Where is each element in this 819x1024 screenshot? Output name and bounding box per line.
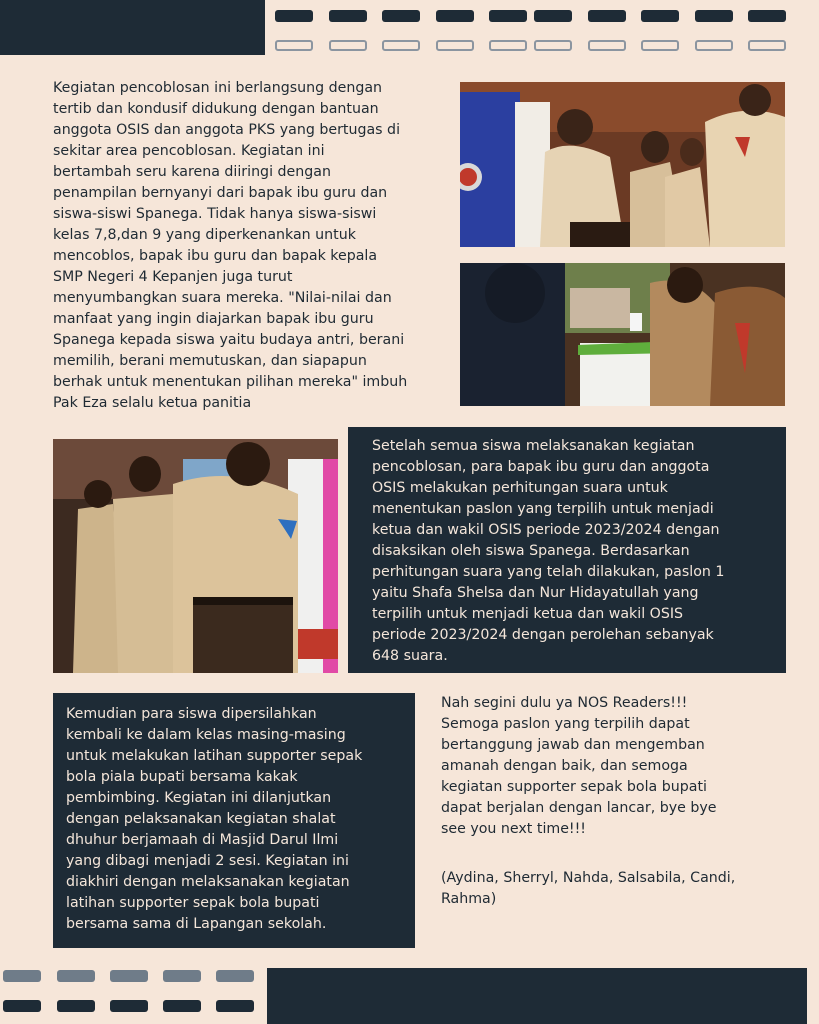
author-credits: (Aydina, Sherryl, Nahda, Salsabila, Candi, Rahma) [441,870,736,907]
header-dark-block [0,0,265,55]
decor-pill [588,10,626,22]
decor-pill-outline [695,40,733,51]
decor-pill [748,10,786,22]
article-paragraph-1: Kegiatan pencoblosan ini berlangsung dengan tertib dan kondusif didukung dengan bantuan anggota OSIS dan anggota PKS yang bertugas di sekitar area pencoblosan. Kegiatan ini bertambah seru karena diiringi dengan penampilan bernyanyi dari bapak ibu guru dan siswa-siswi Spanega. Tidak hanya siswa-siswi kelas 7,8,dan 9 yang diperkenankan untuk mencoblos, bapak ibu guru dan bapak kepala SMP Negeri 4 Kepanjen juga turut menyumbangkan suara mereka. "Nilai-nilai dan manfaat yang ingin diajarkan bapak ibu guru Spanega kepada siswa yaitu budaya antri, berani memilih, berani memutuskan, dan siapapun berhak untuk menentukan pilihan mereka" imbuh Pak Eza selalu ketua panitia [53,80,408,411]
article-paragraph-2: Setelah semua siswa melaksanakan kegiatan pencoblosan, para bapak ibu guru dan anggota OSIS melakukan perhitungan suara untuk menentukan paslon yang terpilih untuk menjadi ketua dan wakil OSIS periode 2023/2024 dengan disaksikan oleh siswa Spanega. Berdasarkan perhitungan suara yang telah dilakukan, paslon 1 yaitu Shafa Shelsa dan Nur Hidayatullah yang terpilih untuk menjadi ketua dan wakil OSIS periode 2023/2024 dengan perolehan sebanyak 648 suara. [372,438,725,664]
decor-pill-outline [329,40,367,51]
decor-pill [436,10,474,22]
article-paragraph-3: Kemudian para siswa dipersilahkan kembali ke dalam kelas masing-masing untuk melakukan latihan supporter sepak bola piala bupati bersama kakak pembimbing. Kegiatan ini dilanjutkan dengan pelaksanakan kegiatan shalat dhuhur berjamaah di Masjid Darul Ilmi yang dibagi menjadi 2 sesi. Kegiatan ini diakhiri dengan melaksanakan kegiatan latihan supporter sepak bola bupati bersama sama di Lapangan sekolah. [66,706,363,932]
decor-pill [382,10,420,22]
decor-pill [110,970,148,982]
decor-pill [489,10,527,22]
decor-pill-outline [641,40,679,51]
article-paragraph-4: Nah segini dulu ya NOS Readers!!! Semoga paslon yang terpilih dapat bertanggung jawab dan mengemban amanah dengan baik, dan semoga kegiatan supporter sepak bola bupati dapat berjalan dengan lancar, bye bye see you next time!!! [441,695,717,837]
decor-pill [216,970,254,982]
decor-pill [534,10,572,22]
decor-pill-outline [489,40,527,51]
decor-pill [3,1000,41,1012]
decor-pill [329,10,367,22]
decor-pill [57,970,95,982]
decor-pill-outline [275,40,313,51]
footer-dark-block [267,968,807,1024]
decor-pill [163,970,201,982]
decor-pill [3,970,41,982]
decor-pill [216,1000,254,1012]
decor-pill [695,10,733,22]
photo-voting-booth [460,82,785,247]
decor-pill-outline [534,40,572,51]
decor-pill [641,10,679,22]
decor-pill [57,1000,95,1012]
decor-pill [110,1000,148,1012]
decor-pill [275,10,313,22]
photo-students-booth [53,439,338,673]
decor-pill [163,1000,201,1012]
decor-pill-outline [436,40,474,51]
decor-pill-outline [382,40,420,51]
decor-pill-outline [588,40,626,51]
decor-pill-outline [748,40,786,51]
photo-ballot-box [460,263,785,406]
